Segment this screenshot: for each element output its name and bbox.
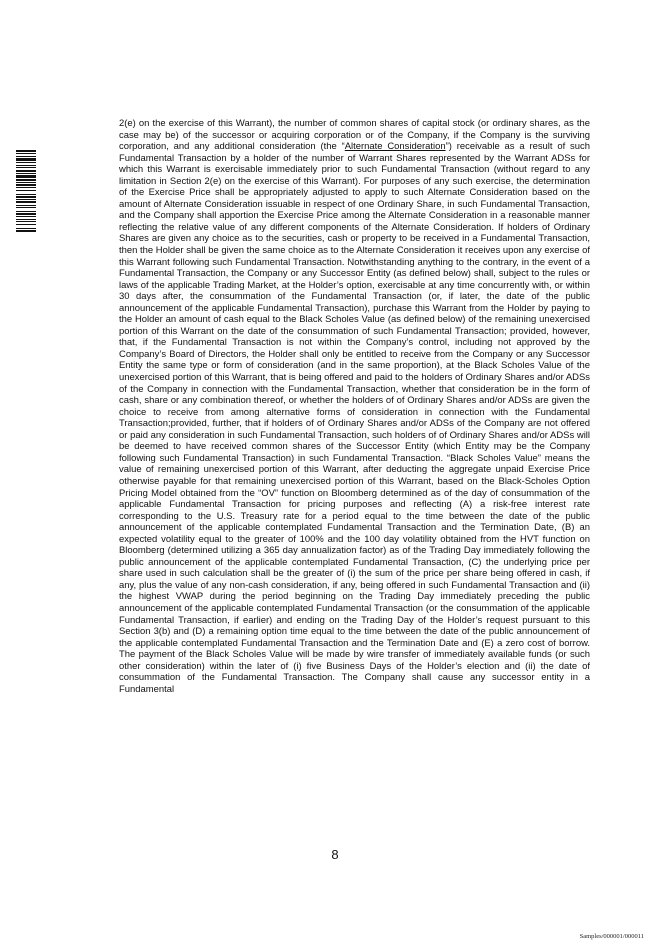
page-number: 8 <box>331 847 339 862</box>
body-paragraph <box>119 118 590 695</box>
barcode-stripe <box>16 230 36 232</box>
barcode <box>16 150 36 262</box>
body-text-before-term: 2(e) on the exercise of this Warrant), the number of common shares of capital stock (or ordinary shares, as the case may be) of the successor or acquiring corporation or of the Company, if the Company is the surviving corporation, and any additional consideration (the “ <box>119 118 590 153</box>
defined-term-alternate-consideration: Alternate Consideration <box>344 141 446 153</box>
document-footer-id: Samples/000001/000011 <box>579 933 644 940</box>
body-text-after-term: ”) receivable as a result of such Fundamental Transaction by a holder of the number of Warrant Shares represented by the Warrant ADSs for which this Warrant is exercisable immediately prior to such Fundamental Transaction (without regard to any limitation in Section 2(e) on the exercise of this Warrant). For purposes of any such exercise, the determination of the Exercise Price shall be appropriately adjusted to apply to such Alternate Consideration based on the amount of Alternate Consideration issuable in respect of one Ordinary Share, in such Fundamental Transaction, and the Company shall apportion the Exercise Price among the Alternate Consideration in a reasonable manner reflecting the relative value of any different components of the Alternate Consideration. If holders of Ordinary Shares are given any choice as to the securities, cash or property to be received in a Fundamental Transaction, then the Holder shall be given the same choice as to the Alternate Consideration it receives upon any exercise of this Warrant following such Fundamental Transaction. Notwithstanding anything to the contrary, in the event of a Fundamental Transaction, the Company or any Successor Entity (as defined below) shall, subject to the rules or laws of the applicable Trading Market, at the Holder’s option, exercisable at any time concurrently with, or within 30 days after, the consummation of the Fundamental Transaction (or, if later, the date of the public announcement of the applicable Fundamental Transaction), purchase this Warrant from the Holder by paying to the Holder an amount of cash equal to the Black Scholes Value (as defined below) of the remaining unexercised portion of this Warrant on the date of the consummation of such Fundamental Transaction; provided, however, that, if the Fundamental Transaction is not within the Company’s control, including not approved by the Company’s Board of Directors, the Holder shall only be entitled to receive from the Company or any Successor Entity the same type or form of consideration (and in the same proportion), at the Black Scholes Value of the unexercised portion of this Warrant, that is being offered and paid to the holders of Ordinary Shares and/or ADSs of the Company in connection with the Fundamental Transaction, whether that consideration be in the form of cash, share or any combination thereof, or whether the holders of of Ordinary Shares and/or ADSs are given the choice to receive from among alternative forms of consideration in connection with the Fundamental Transaction;provided, further, that if holders of of Ordinary Shares and/or ADSs of the Company are not offered or paid any consideration in such Fundamental Transaction, such holders of of Ordinary Shares and/or ADSs will be deemed to have received common shares of the Successor Entity (which Entity may be the Company following such Fundamental Transaction) in such Fundamental Transaction. “Black Scholes Value” means the value of remaining unexercised portion of this Warrant, after deducting the aggregate unpaid Exercise Price otherwise payable for that remaining unexercised portion of this Warrant, based on the Black-Scholes Option Pricing Model obtained from the “OV” function on Bloomberg determined as of the day of consummation of the applicable Fundamental Transaction for pricing purposes and reflecting (A) a risk-free interest rate corresponding to the U.S. Treasury rate for a period equal to the time between the date of the public announcement of the applicable contemplated Fundamental Transaction and the Termination Date, (B) an expected volatility equal to the greater of 100% and the 100 day volatility obtained from the HVT function on Bloomberg (determined utilizing a 365 day annualization factor) as of the Trading Day immediately following the public announcement of the applicable contemplated Fundamental Transaction, (C) the underlying price per share used in such calculation shall be the greater of (i) the sum of the price per share being offered in cash, if any, plus the value of any non-cash consideration, if any, being offered in such Fundamental Transaction and (ii) the highest VWAP during the period beginning on the Trading Day immediately preceding the public announcement of the applicable contemplated Fundamental Transaction (or the consummation of the applicable Fundamental Transaction, if earlier) and ending on the Trading Day of the Holder’s request pursuant to this Section 3(b) and (D) a remaining option time equal to the time between the date of the public announcement of the applicable contemplated Fundamental Transaction and the Termination Date and (E) a zero cost of borrow. The payment of the Black Scholes Value will be made by wire transfer of immediately available funds (or such other consideration) within the later of (i) five Business Days of the Holder’s election and (ii) the date of consummation of the Fundamental Transaction. The Company shall cause any successor entity in a Fundamental <box>119 141 590 695</box>
